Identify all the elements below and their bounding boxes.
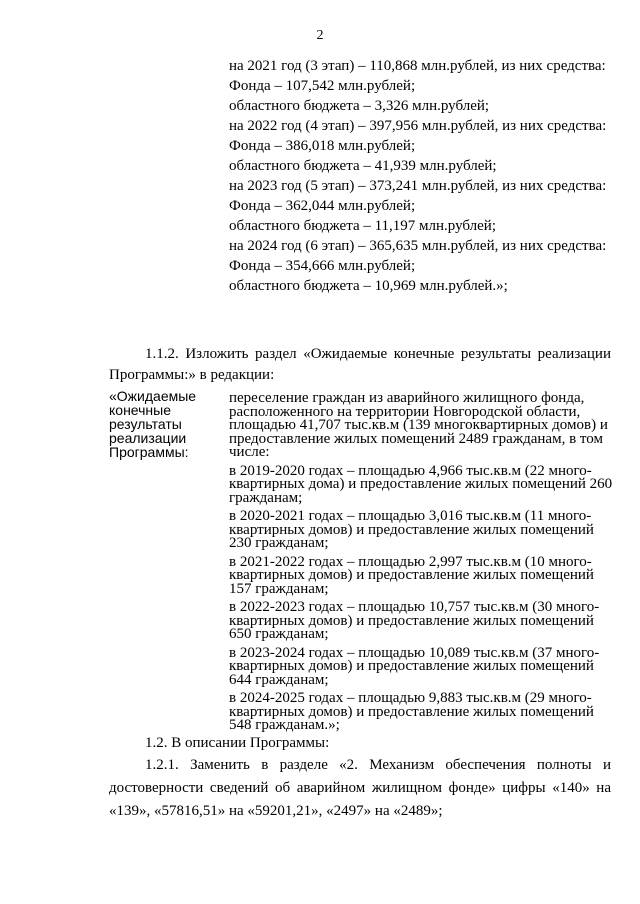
section-1-2-1: 1.2.1. Заменить в разделе «2. Механизм обеспечения полноты и достоверности сведений об аварийном жилищном фонде» цифры «140» на «139», «57816,51» на «59201,21», «2497» на «2489»; <box>109 757 611 819</box>
table-values <box>229 392 613 738</box>
funding-block <box>229 58 609 298</box>
funding-line: Фонда – 354,666 млн.рублей; <box>229 258 416 274</box>
result-item: в 2022-2023 годах – площадью 10,757 тыс.кв.м (30 много-квартирных домов) и предоставление жилых помещений 650 гражданам; <box>229 599 600 642</box>
result-item: в 2024-2025 годах – площадью 9,883 тыс.кв.м (29 много-квартирных домов) и предоставление жилых помещений 548 гражданам.»; <box>229 690 594 733</box>
funding-line: на 2024 год (6 этап) – 365,635 млн.рублей, из них средства: <box>229 238 607 254</box>
funding-line: областного бюджета – 10,969 млн.рублей.»; <box>229 278 508 294</box>
funding-line: на 2022 год (4 этап) – 397,956 млн.рублей, из них средства: <box>229 118 607 134</box>
table-label: «Ожидаемые конечные результаты реализации Программы: <box>109 388 197 460</box>
result-item: в 2021-2022 годах – площадью 2,997 тыс.кв.м (10 много-квартирных домов) и предоставление жилых помещений 157 гражданам; <box>229 553 594 597</box>
funding-line: на 2023 год (5 этап) – 373,241 млн.рублей, из них средства: <box>229 178 607 194</box>
section-1-2: 1.2. В описании Программы: <box>145 735 330 751</box>
funding-line: Фонда – 362,044 млн.рублей; <box>229 198 416 214</box>
result-item: в 2020-2021 годах – площадью 3,016 тыс.кв.м (11 много-квартирных домов) и предоставление жилых помещений 230 гражданам; <box>229 508 594 551</box>
result-item: переселение граждан из аварийного жилищного фонда, расположенного на территории Новгородской области, площадью 41,707 тыс.кв.м (139 многоквартирных домов) и предоставление жилых помещений 2489 гражданам, в том числе: <box>229 390 608 460</box>
funding-line: областного бюджета – 3,326 млн.рублей; <box>229 98 490 114</box>
funding-line: на 2021 год (3 этап) – 110,868 млн.рублей, из них средства: <box>229 58 606 74</box>
result-item: в 2019-2020 годах – площадью 4,966 тыс.кв.м (22 много-квартирных дома) и предоставление жилых помещений 260 гражданам; <box>229 462 613 506</box>
funding-line: Фонда – 107,542 млн.рублей; <box>229 78 416 94</box>
result-item: в 2023-2024 годах – площадью 10,089 тыс.кв.м (37 много-квартирных домов) и предоставление жилых помещений 644 гражданам; <box>229 644 600 688</box>
funding-line: областного бюджета – 11,197 млн.рублей; <box>229 218 496 234</box>
funding-line: областного бюджета – 41,939 млн.рублей; <box>229 158 497 174</box>
funding-line: Фонда – 386,018 млн.рублей; <box>229 138 416 154</box>
page-number: 2 <box>316 28 324 43</box>
section-1-1-2: 1.1.2. Изложить раздел «Ожидаемые конечные результаты реализации Программы:» в редакции: <box>109 346 611 383</box>
